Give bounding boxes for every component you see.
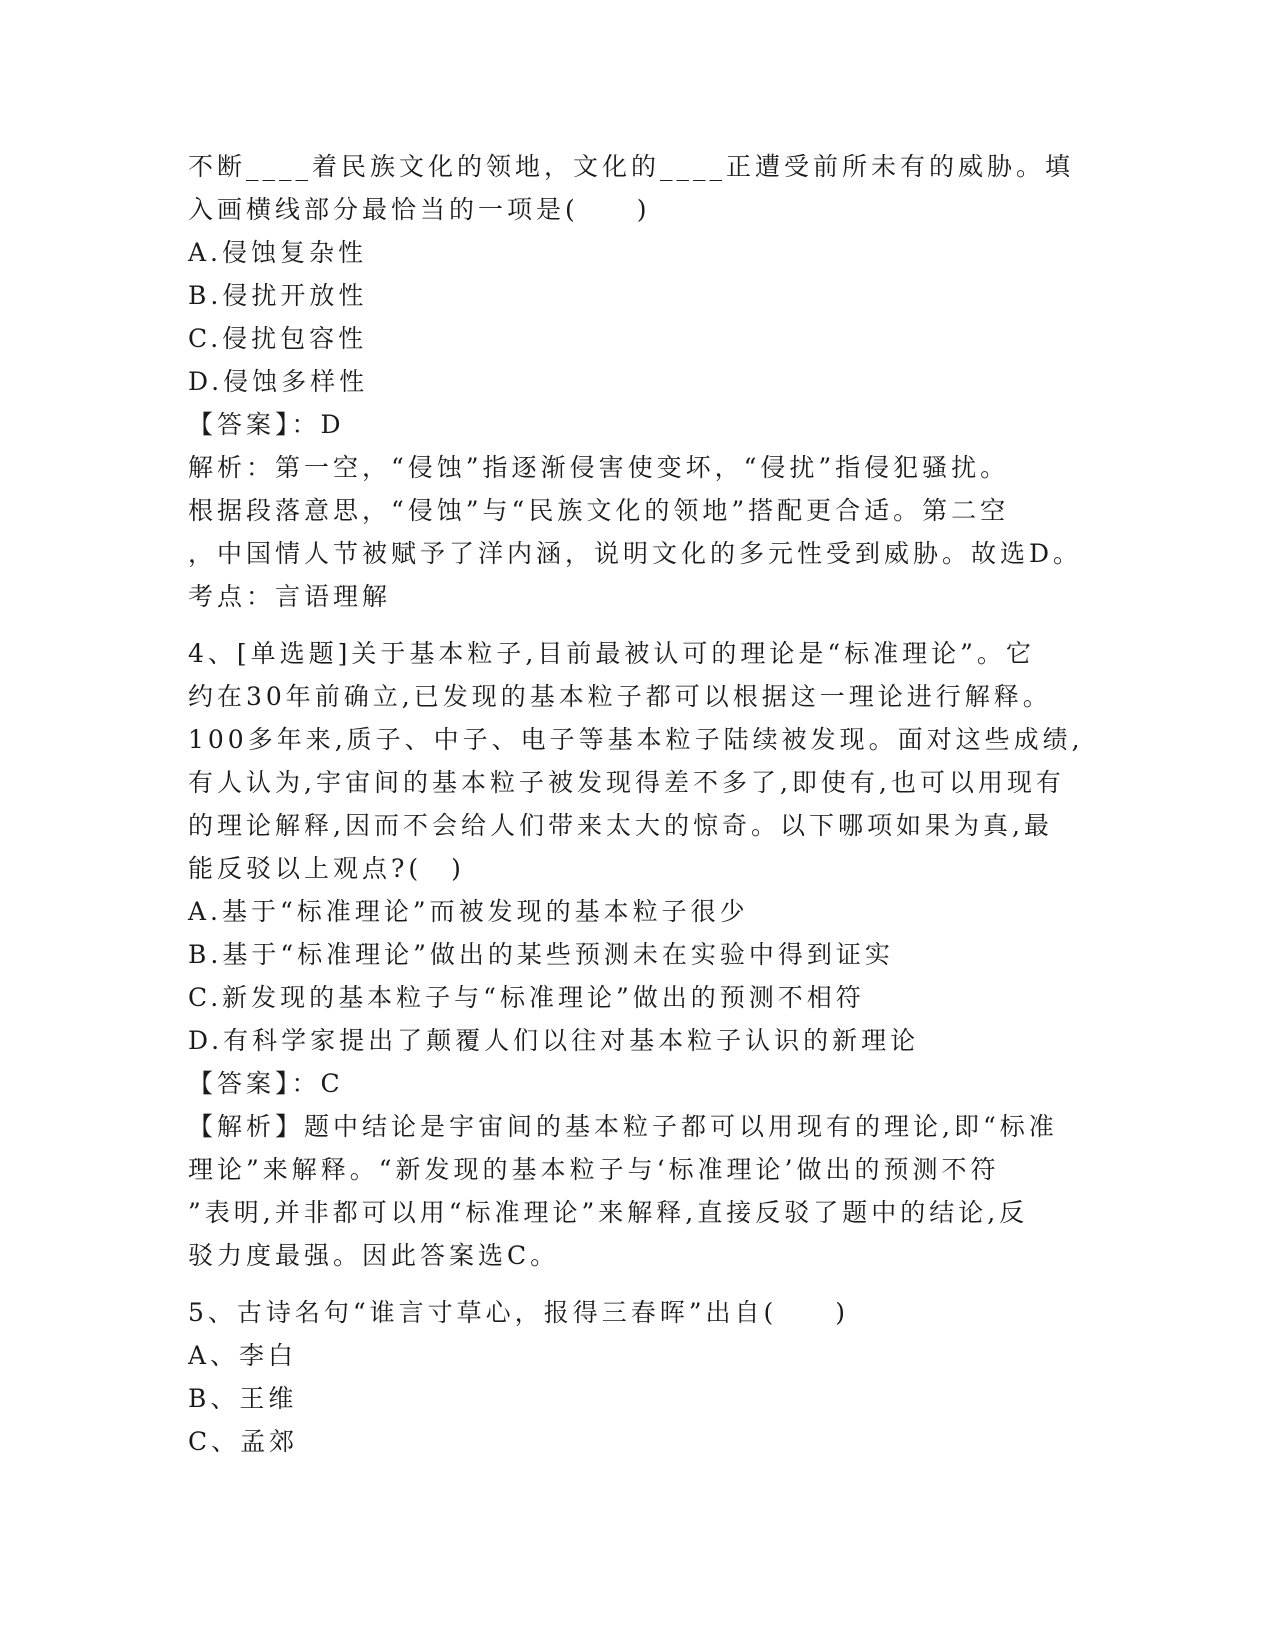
topic-line: 考点：言语理解: [188, 582, 392, 611]
analysis-line: 理论”来解释。“新发现的基本粒子与‘标准理论’做出的预测不符: [188, 1155, 1000, 1184]
option-b: B.侵扰开放性: [188, 281, 368, 310]
analysis-line: 【解析】题中结论是宇宙间的基本粒子都可以用现有的理论,即“标准: [188, 1112, 1058, 1141]
option-a: A、李白: [188, 1341, 298, 1370]
option-c: C、孟郊: [188, 1427, 299, 1456]
document-content: [188, 145, 1088, 1463]
question-spacer: [188, 618, 1088, 632]
option-d: D.有科学家提出了颠覆人们以往对基本粒子认识的新理论: [188, 1026, 920, 1055]
option-a: A.基于“标准理论”而被发现的基本粒子很少: [188, 897, 749, 926]
option-b: B.基于“标准理论”做出的某些预测未在实验中得到证实: [188, 940, 894, 969]
analysis-line: 解析：第一空，“侵蚀”指逐渐侵害使变坏，“侵扰”指侵犯骚扰。: [188, 453, 1010, 482]
option-b: B、王维: [188, 1384, 298, 1413]
question-stem-line: 的理论解释,因而不会给人们带来太大的惊奇。以下哪项如果为真,最: [188, 811, 1053, 840]
question-stem-line: 4、[单选题]关于基本粒子,目前最被认可的理论是“标准理论”。它: [188, 639, 1035, 668]
answer-line: 【答案】：C: [188, 1069, 344, 1098]
question-stem-line: 有人认为,宇宙间的基本粒子被发现得差不多了,即使有,也可以用现有: [188, 768, 1065, 797]
question-stem-line: 不断____着民族文化的领地，文化的____正遭受前所未有的威胁。填: [188, 152, 1075, 181]
question-stem-line: 100多年来,质子、中子、电子等基本粒子陆续被发现。面对这些成绩,: [188, 725, 1084, 754]
option-d: D.侵蚀多样性: [188, 367, 369, 396]
option-c: C.新发现的基本粒子与“标准理论”做出的预测不相符: [188, 983, 865, 1012]
question-5: [188, 1291, 1088, 1463]
question-spacer: [188, 1277, 1088, 1291]
analysis-line: ，中国情人节被赋予了洋内涵，说明文化的多元性受到威胁。故选D。: [188, 539, 1083, 568]
question-stem-line: 约在30年前确立,已发现的基本粒子都可以根据这一理论进行解释。: [188, 682, 1052, 711]
question-4: [188, 632, 1088, 1277]
option-a: A.侵蚀复杂性: [188, 238, 368, 267]
question-stem-line: 5、古诗名句“谁言寸草心，报得三春晖”出自( ): [188, 1298, 849, 1327]
option-c: C.侵扰包容性: [188, 324, 368, 353]
question-3: [188, 145, 1088, 618]
analysis-line: 根据段落意思，“侵蚀”与“民族文化的领地”搭配更合适。第二空: [188, 496, 1010, 525]
analysis-line: ”表明,并非都可以用“标准理论”来解释,直接反驳了题中的结论,反: [188, 1198, 1029, 1227]
question-stem-line: 能反驳以上观点?( ): [188, 854, 465, 883]
analysis-line: 驳力度最强。因此答案选C。: [188, 1241, 560, 1270]
answer-line: 【答案】：D: [188, 410, 345, 439]
question-stem-line: 入画横线部分最恰当的一项是( ): [188, 195, 651, 224]
